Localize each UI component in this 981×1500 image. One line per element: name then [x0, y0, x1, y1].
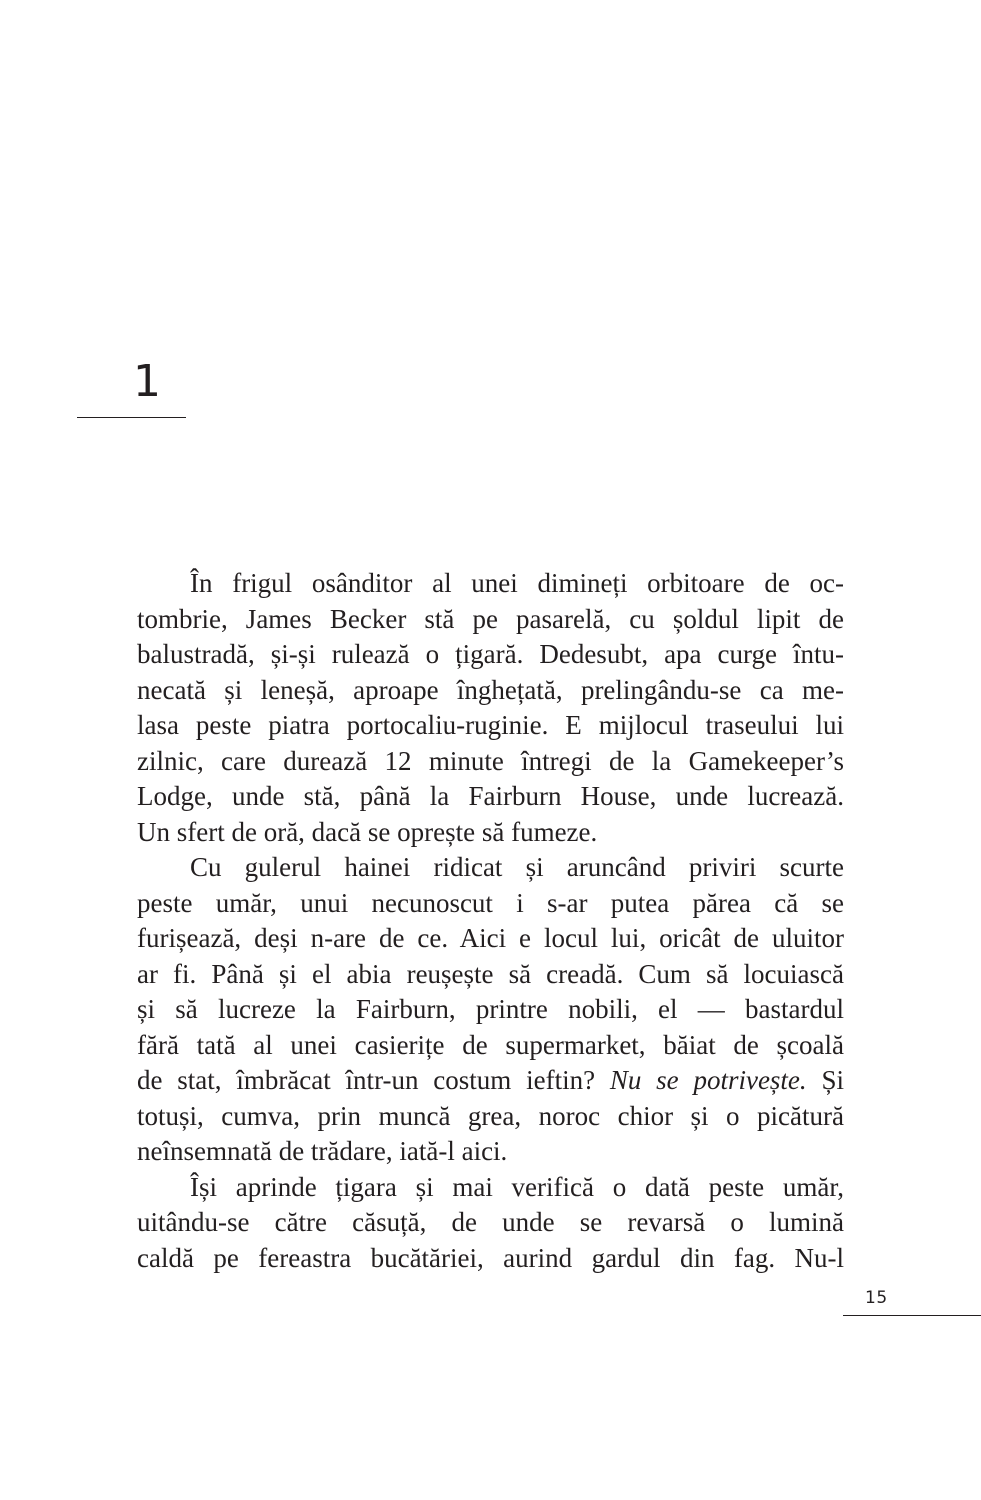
- text-segment: de stat, îmbrăcat într-un costum ieftin?: [137, 1065, 596, 1095]
- text-line: ar fi. Până și el abia reușește să creadă. Cum să locuiască: [137, 958, 844, 989]
- text-line: neînsemnată de trădare, iată-l aici.: [137, 1136, 508, 1166]
- text-line: zilnic, care durează 12 minute întregi de la Gamekeeper’s: [137, 745, 844, 776]
- text-line: balustradă, și-și rulează o țigară. Dedesubt, apa curge întu-: [137, 639, 844, 669]
- chapter-divider: [77, 417, 186, 418]
- text-segment: Și: [821, 1065, 844, 1095]
- chapter-number: 1: [133, 356, 161, 407]
- text-line: fără tată al unei casierițe de supermarket, băiat de școală: [137, 1029, 844, 1060]
- page-number: 15: [865, 1288, 888, 1308]
- italic-phrase: Nu se potrivește.: [609, 1065, 807, 1095]
- text-line: Un sfert de oră, dacă se oprește să fumeze.: [137, 816, 598, 847]
- body-text: [137, 566, 844, 1276]
- text-line: și să lucreze la Fairburn, printre nobili, el — bastardul: [137, 994, 844, 1024]
- text-line: caldă pe fereastra bucătăriei, aurind gardul din fag. Nu-l: [137, 1242, 844, 1273]
- footer-divider: [843, 1315, 981, 1316]
- text-line: În frigul osânditor al unei dimineți orbitoare de oc-: [190, 568, 844, 598]
- text-line: tombrie, James Becker stă pe pasarelă, cu șoldul lipit de: [137, 603, 844, 634]
- text-line-mixed: [137, 1063, 844, 1099]
- text-line: totuși, cumva, prin muncă grea, noroc chior și o picătură: [137, 1100, 844, 1131]
- text-line: Își aprinde țigara și mai verifică o dată peste umăr,: [190, 1171, 844, 1202]
- text-line: Cu gulerul hainei ridicat și aruncând priviri scurte: [190, 852, 844, 882]
- text-line: uitându-se către căsuță, de unde se revarsă o lumină: [137, 1207, 844, 1237]
- text-line: Lodge, unde stă, până la Fairburn House, unde lucrează.: [137, 781, 844, 811]
- text-line: peste umăr, unui necunoscut i s-ar putea părea că se: [137, 887, 844, 918]
- text-line: necată și leneșă, aproape înghețată, prelingându-se ca me-: [137, 674, 844, 705]
- text-line: furișează, deși n-are de ce. Aici e locul lui, oricât de uluitor: [137, 923, 844, 953]
- text-line: lasa peste piatra portocaliu-ruginie. E mijlocul traseului lui: [137, 710, 844, 740]
